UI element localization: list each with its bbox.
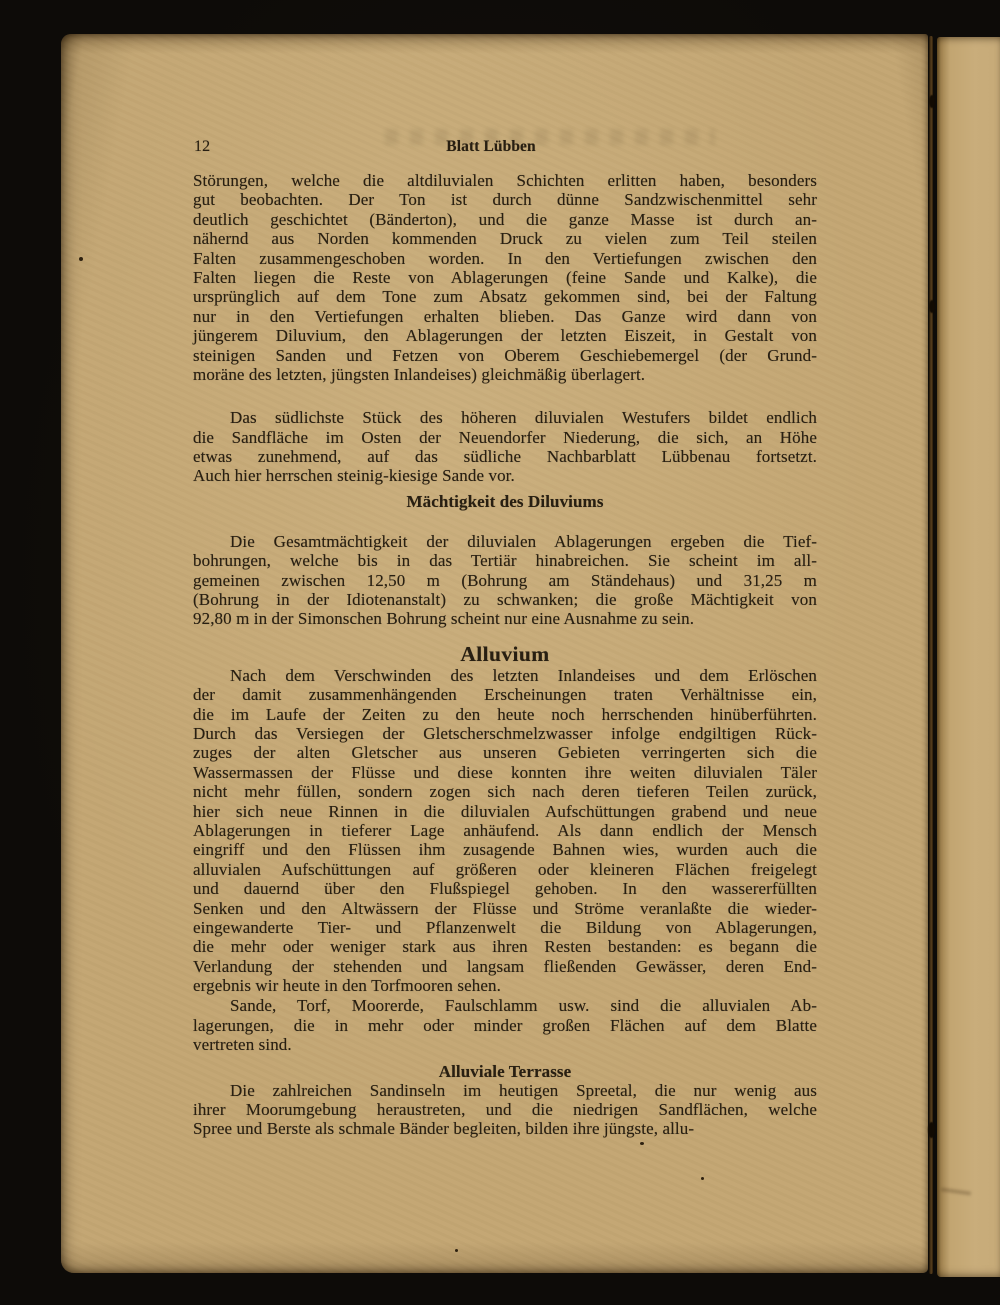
text-line: der damit zusammenhängenden Erscheinungen traten Verhältnisse ein,	[193, 685, 817, 705]
text-line: Nach dem Verschwinden des letzten Inlandeises und dem Erlöschen	[230, 665, 817, 685]
text-line: Die Gesamtmächtigkeit der diluvialen Ablagerungen ergeben die Tief-	[230, 531, 817, 551]
section-heading: Alluvium	[460, 641, 550, 666]
paragraph	[193, 1081, 817, 1139]
paragraph	[193, 666, 817, 996]
paragraph	[193, 532, 817, 629]
facing-page-edge	[937, 37, 1000, 1277]
text-line: ursprünglich auf dem Tone zum Absatz gekommen sind, bei der Faltung	[193, 287, 817, 307]
text-column	[193, 137, 817, 1139]
book-page	[61, 34, 928, 1273]
text-line: hier sich neue Rinnen in die diluvialen Aufschüttungen grabend und neue	[193, 801, 817, 821]
page-number: 12	[194, 138, 211, 155]
text-line: Falten zusammengeschoben worden. In den Vertiefungen zwischen den	[193, 248, 817, 268]
running-title: Blatt Lübben	[446, 138, 536, 155]
text-line: Wassermassen der Flüsse und diese konnten ihre weiten diluvialen Täler	[193, 762, 817, 782]
text-line: Störungen, welche die altdiluvialen Schichten erlitten haben, besonders	[193, 171, 817, 190]
text-line: 92,80 m in der Simonschen Bohrung scheint nur eine Ausnahme zu sein.	[193, 609, 695, 629]
text-line: ergebnis wir heute in den Torfmooren sehen.	[193, 976, 501, 996]
text-line: die im Laufe der Zeiten zu den heute noch herrschenden hinüberführten.	[193, 704, 817, 724]
text-line: nicht mehr füllen, sondern zogen sich nach deren tieferen Teilen zurück,	[193, 782, 817, 802]
text-line: deutlich geschichtet (Bänderton), und die ganze Masse ist durch an-	[193, 209, 817, 229]
gutter-mark	[929, 95, 935, 108]
text-line: Ablagerungen in tieferer Lage anhäufend. Als dann endlich der Mensch	[193, 820, 817, 840]
text-line: gemeinen zwischen 12,50 m (Bohrung am Ständehaus) und 31,25 m	[193, 570, 817, 590]
text-line: die mehr oder weniger stark aus ihren Resten bestanden: es begann die	[193, 937, 817, 957]
text-line: Durch das Versiegen der Gletscherschmelzwasser infolge endgiltigen Rück-	[193, 723, 817, 743]
text-line: zuges der alten Gletscher aus unseren Gebieten verringerten sich die	[193, 743, 817, 763]
text-line: Sande, Torf, Moorerde, Faulschlamm usw. sind die alluvialen Ab-	[230, 996, 817, 1016]
text-line: moräne des letzten, jüngsten Inlandeises) gleichmäßig überlagert.	[193, 364, 646, 384]
text-line: steinigen Sanden und Fetzen von Oberem Geschiebemergel (der Grund-	[193, 345, 817, 365]
page-gutter	[929, 36, 933, 1274]
text-line: alluvialen Aufschüttungen auf größeren oder kleineren Flächen freigelegt	[193, 859, 817, 879]
text-line: Verlandung der stehenden und langsam fließenden Gewässer, deren End-	[193, 956, 817, 976]
text-line: Spree und Berste als schmale Bänder begleiten, bilden ihre jüngste, allu-	[193, 1119, 695, 1139]
text-line: ihrer Moorumgebung heraustreten, und die niedrigen Sandflächen, welche	[193, 1100, 817, 1120]
text-line: Falten liegen die Reste von Ablagerungen (feine Sande und Kalke), die	[193, 267, 817, 287]
text-line: Die zahlreichen Sandinseln im heutigen Spreetal, die nur wenig aus	[230, 1080, 817, 1100]
text-line: eingewanderte Tier- und Pflanzenwelt die Bildung von Ablagerungen,	[193, 917, 817, 937]
text-line: Senken und den Altwässern der Flüsse und Ströme veranlaßte die wieder-	[193, 898, 817, 918]
text-line: Auch hier herrschen steinig-kiesige Sande vor.	[193, 466, 515, 486]
ink-speck	[701, 1177, 704, 1180]
text-line: nur in den Vertiefungen erhalten blieben. Das Ganze wird dann von	[193, 306, 817, 326]
page-header	[193, 137, 817, 156]
ink-speck	[79, 257, 83, 261]
text-line: bohrungen, welche bis in das Tertiär hinabreichen. Sie scheint im all-	[193, 551, 817, 571]
gutter-mark	[929, 300, 935, 313]
section-heading: Mächtigkeit des Diluviums	[406, 491, 604, 511]
text-line: vertreten sind.	[193, 1035, 292, 1055]
text-line: gut beobachten. Der Ton ist durch dünne Sandzwischenmittel sehr	[193, 190, 817, 210]
text-line: jüngerem Diluvium, den Ablagerungen der letzten Eiszeit, in Gestalt von	[193, 326, 817, 346]
text-line: lagerungen, die in mehr oder minder großen Flächen auf dem Blatte	[193, 1015, 817, 1035]
section-heading: Alluviale Terrasse	[438, 1061, 572, 1081]
text-line: und dauernd über den Flußspiegel gehoben. In den wassererfüllten	[193, 879, 817, 899]
text-line: (Bohrung in der Idiotenanstalt) zu schwanken; die große Mächtigkeit von	[193, 590, 817, 610]
text-line: die Sandfläche im Osten der Neuendorfer Niederung, die sich, an Höhe	[193, 427, 817, 447]
paragraph	[193, 171, 817, 384]
text-line: Das südlichste Stück des höheren diluvialen Westufers bildet endlich	[230, 408, 817, 428]
gutter-mark	[928, 1122, 935, 1138]
ink-speck	[640, 1142, 644, 1145]
ink-speck	[455, 1249, 458, 1252]
text-line: etwas zunehmend, auf das südliche Nachbarblatt Lübbenau fortsetzt.	[193, 447, 817, 467]
text-line: eingriff und den Flüssen ihm zusagende Bahnen wies, wurden auch die	[193, 840, 817, 860]
paragraph	[193, 996, 817, 1054]
text-line: nähernd aus Norden kommenden Druck zu vielen zum Teil steilen	[193, 229, 817, 249]
paragraph	[193, 408, 817, 486]
